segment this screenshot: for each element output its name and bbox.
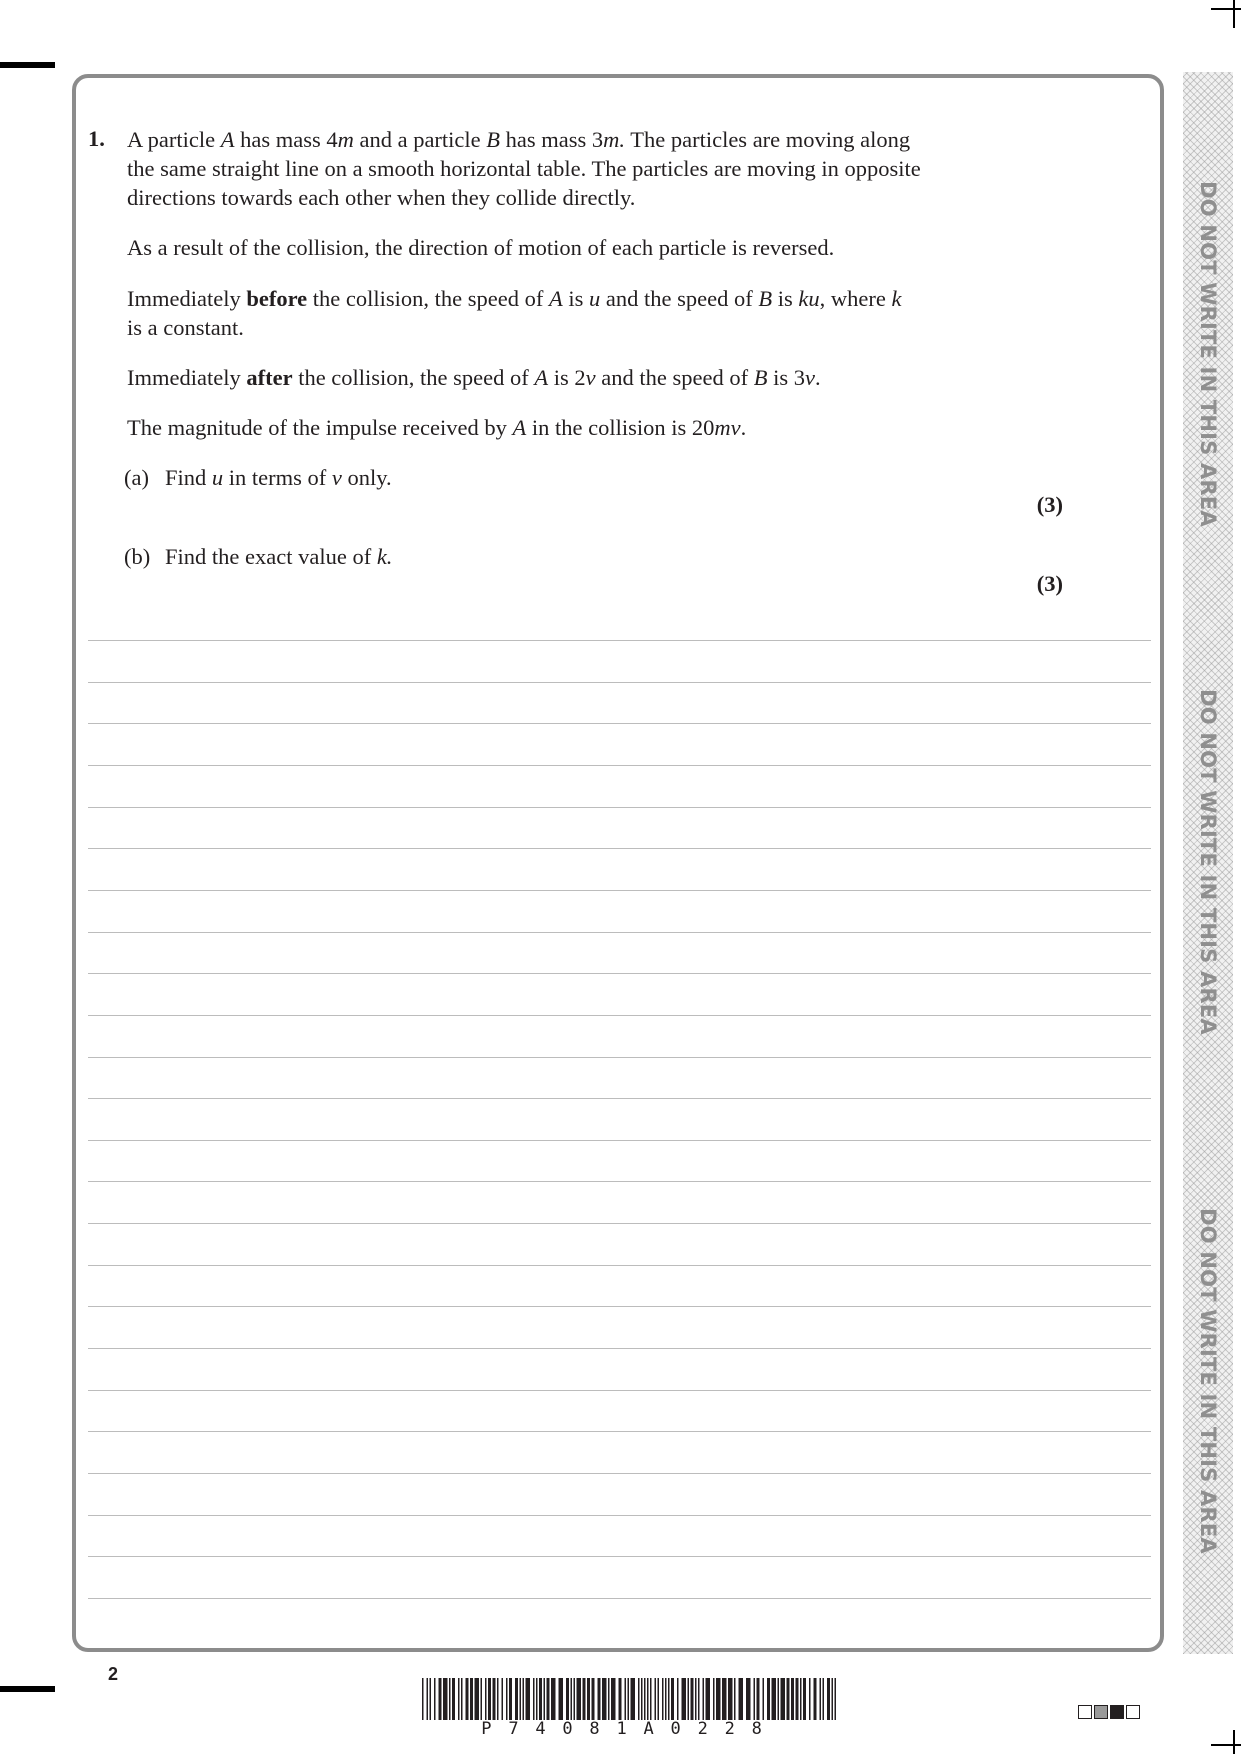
barcode-bar xyxy=(722,1678,727,1720)
barcode-bar xyxy=(583,1678,586,1720)
barcode xyxy=(420,1678,840,1720)
part-a-text: Find u in terms of v only. xyxy=(165,465,392,490)
answer-line[interactable] xyxy=(88,723,1151,724)
barcode-bar xyxy=(809,1678,811,1720)
calibration-square-black xyxy=(1110,1705,1124,1719)
barcode-bar xyxy=(647,1678,649,1720)
barcode-bar xyxy=(796,1678,799,1720)
do-not-write-warning: DO NOT WRITE IN THIS AREA xyxy=(1196,181,1220,527)
barcode-bar xyxy=(458,1678,460,1720)
answer-line[interactable] xyxy=(88,1223,1151,1224)
barcode-bar xyxy=(820,1678,822,1720)
barcode-bar xyxy=(698,1678,700,1720)
part-b-marks: (3) xyxy=(1036,571,1063,596)
barcode-bar xyxy=(536,1678,538,1720)
answer-line[interactable] xyxy=(88,682,1151,683)
answer-line[interactable] xyxy=(88,1431,1151,1432)
registration-mark-right-top-v xyxy=(1233,0,1235,28)
answer-line[interactable] xyxy=(88,1348,1151,1349)
answer-line[interactable] xyxy=(88,1306,1151,1307)
barcode-bar xyxy=(767,1678,770,1720)
barcode-bar xyxy=(611,1678,616,1720)
barcode-bar xyxy=(470,1678,473,1720)
barcode-bar xyxy=(739,1678,744,1720)
before-collision-line-2: is a constant. xyxy=(127,315,244,340)
barcode-bar xyxy=(691,1678,694,1720)
barcode-bar xyxy=(772,1678,777,1720)
barcode-bar xyxy=(706,1678,711,1720)
barcode-bar xyxy=(746,1678,751,1720)
answer-line[interactable] xyxy=(88,890,1151,891)
barcode-bar xyxy=(571,1678,573,1720)
barcode-bar xyxy=(488,1678,491,1720)
barcode-bar xyxy=(526,1678,531,1720)
barcode-bar xyxy=(631,1678,636,1720)
barcode-bar xyxy=(803,1678,806,1720)
barcode-bar xyxy=(509,1678,512,1720)
answer-line[interactable] xyxy=(88,1556,1151,1557)
part-b-label: (b) xyxy=(124,544,151,569)
barcode-bar xyxy=(728,1678,733,1720)
barcode-bar xyxy=(638,1678,640,1720)
barcode-bar xyxy=(644,1678,646,1720)
answer-line[interactable] xyxy=(88,1515,1151,1516)
barcode-bar xyxy=(716,1678,721,1720)
barcode-bar xyxy=(671,1678,674,1720)
barcode-bar xyxy=(566,1678,569,1720)
barcode-bar xyxy=(422,1678,424,1720)
barcode-bar xyxy=(452,1678,455,1720)
barcode-bar xyxy=(757,1678,760,1720)
barcode-bar xyxy=(662,1678,664,1720)
answer-line[interactable] xyxy=(88,640,1151,641)
barcode-bar xyxy=(544,1678,546,1720)
registration-mark-right-bottom-h xyxy=(1211,1744,1241,1746)
barcode-bar xyxy=(827,1678,830,1720)
barcode-bar xyxy=(449,1678,451,1720)
barcode-bar xyxy=(485,1678,487,1720)
barcode-bar xyxy=(574,1678,576,1720)
do-not-write-warning: DO NOT WRITE IN THIS AREA xyxy=(1196,689,1220,1035)
barcode-bar xyxy=(551,1678,556,1720)
barcode-bar xyxy=(493,1678,496,1720)
barcode-bar xyxy=(443,1678,448,1720)
barcode-bar xyxy=(625,1678,627,1720)
barcode-bar xyxy=(754,1678,756,1720)
barcode-bar xyxy=(608,1678,610,1720)
barcode-bar xyxy=(520,1678,522,1720)
answer-line[interactable] xyxy=(88,1015,1151,1016)
barcode-bar xyxy=(778,1678,780,1720)
barcode-bar xyxy=(703,1678,705,1720)
barcode-bar xyxy=(677,1678,679,1720)
barcode-bar xyxy=(481,1678,483,1720)
answer-line[interactable] xyxy=(88,1390,1151,1391)
barcode-bar xyxy=(800,1678,802,1720)
barcode-bar xyxy=(814,1678,817,1720)
barcode-bar xyxy=(559,1678,564,1720)
barcode-bar xyxy=(577,1678,582,1720)
barcode-bar xyxy=(533,1678,535,1720)
after-collision-text: Immediately after the collision, the speed of A is 2v and the speed of B is 3v. xyxy=(127,365,821,390)
answer-line[interactable] xyxy=(88,1140,1151,1141)
barcode-bar xyxy=(466,1678,469,1720)
answer-line[interactable] xyxy=(88,1098,1151,1099)
barcode-bar xyxy=(791,1678,794,1720)
answer-line[interactable] xyxy=(88,973,1151,974)
barcode-bar xyxy=(641,1678,643,1720)
barcode-bar xyxy=(430,1678,432,1720)
barcode-bar xyxy=(523,1678,525,1720)
barcode-bar xyxy=(832,1678,834,1720)
barcode-bar xyxy=(682,1678,687,1720)
barcode-bar xyxy=(650,1678,652,1720)
part-b-text: Find the exact value of k. xyxy=(165,544,393,569)
registration-mark-right-bottom-v xyxy=(1233,1730,1235,1754)
part-a-marks: (3) xyxy=(1036,492,1063,517)
question-intro-line-2: the same straight line on a smooth horizontal table. The particles are moving in opposite xyxy=(127,156,921,181)
question-number: 1. xyxy=(88,126,105,151)
barcode-bar xyxy=(461,1678,463,1720)
barcode-bar xyxy=(502,1678,504,1720)
answer-line[interactable] xyxy=(88,1181,1151,1182)
barcode-bar xyxy=(439,1678,442,1720)
barcode-bar xyxy=(695,1678,697,1720)
barcode-bar xyxy=(506,1678,508,1720)
answer-line[interactable] xyxy=(88,807,1151,808)
barcode-bar xyxy=(734,1678,736,1720)
answer-line[interactable] xyxy=(88,1057,1151,1058)
barcode-bar xyxy=(592,1678,595,1720)
barcode-bar xyxy=(823,1678,825,1720)
barcode-bar xyxy=(602,1678,607,1720)
calibration-square-grey xyxy=(1094,1705,1108,1719)
answer-line[interactable] xyxy=(88,1598,1151,1599)
answer-line[interactable] xyxy=(88,1265,1151,1266)
question-intro-line-1: A particle A has mass 4m and a particle B has mass 3m. The particles are moving along xyxy=(127,127,911,152)
barcode-bar xyxy=(628,1678,630,1720)
barcode-bar xyxy=(688,1678,690,1720)
barcode-bar xyxy=(497,1678,499,1720)
do-not-write-warning: DO NOT WRITE IN THIS AREA xyxy=(1196,1208,1220,1554)
registration-mark-left-top xyxy=(0,62,55,68)
barcode-bar xyxy=(515,1678,518,1720)
color-calibration-squares xyxy=(1078,1705,1140,1719)
impulse-text: The magnitude of the impulse received by A in the collision is 20mv. xyxy=(127,415,747,440)
barcode-bar xyxy=(547,1678,550,1720)
barcode-text: P74081A0228 xyxy=(481,1719,779,1739)
barcode-bar xyxy=(763,1678,765,1720)
barcode-bar xyxy=(427,1678,429,1720)
barcode-bar xyxy=(835,1678,837,1720)
barcode-bar xyxy=(539,1678,542,1720)
barcode-bar xyxy=(655,1678,657,1720)
registration-mark-right-top-h xyxy=(1211,8,1241,10)
barcode-bar xyxy=(781,1678,786,1720)
page-number: 2 xyxy=(108,1664,119,1684)
barcode-bar xyxy=(787,1678,790,1720)
barcode-bar xyxy=(434,1678,436,1720)
barcode-bar xyxy=(665,1678,667,1720)
barcode-bar xyxy=(713,1678,715,1720)
answer-line[interactable] xyxy=(88,1473,1151,1474)
barcode-bar xyxy=(587,1678,590,1720)
barcode-bar xyxy=(658,1678,660,1720)
barcode-bar xyxy=(668,1678,670,1720)
calibration-square-white xyxy=(1078,1705,1092,1719)
before-collision-line-1: Immediately before the collision, the speed of A is u and the speed of B is ku, where k xyxy=(127,286,902,311)
answer-line[interactable] xyxy=(88,932,1151,933)
calibration-square-white xyxy=(1126,1705,1140,1719)
barcode-bar xyxy=(619,1678,622,1720)
part-a-label: (a) xyxy=(124,465,149,490)
answer-line[interactable] xyxy=(88,765,1151,766)
question-intro-line-3: directions towards each other when they collide directly. xyxy=(127,185,636,210)
registration-mark-left-bottom xyxy=(0,1686,55,1692)
barcode-bar xyxy=(475,1678,480,1720)
barcode-bar xyxy=(598,1678,601,1720)
collision-result-text: As a result of the collision, the direction of motion of each particle is reversed. xyxy=(127,235,835,260)
answer-line[interactable] xyxy=(88,848,1151,849)
